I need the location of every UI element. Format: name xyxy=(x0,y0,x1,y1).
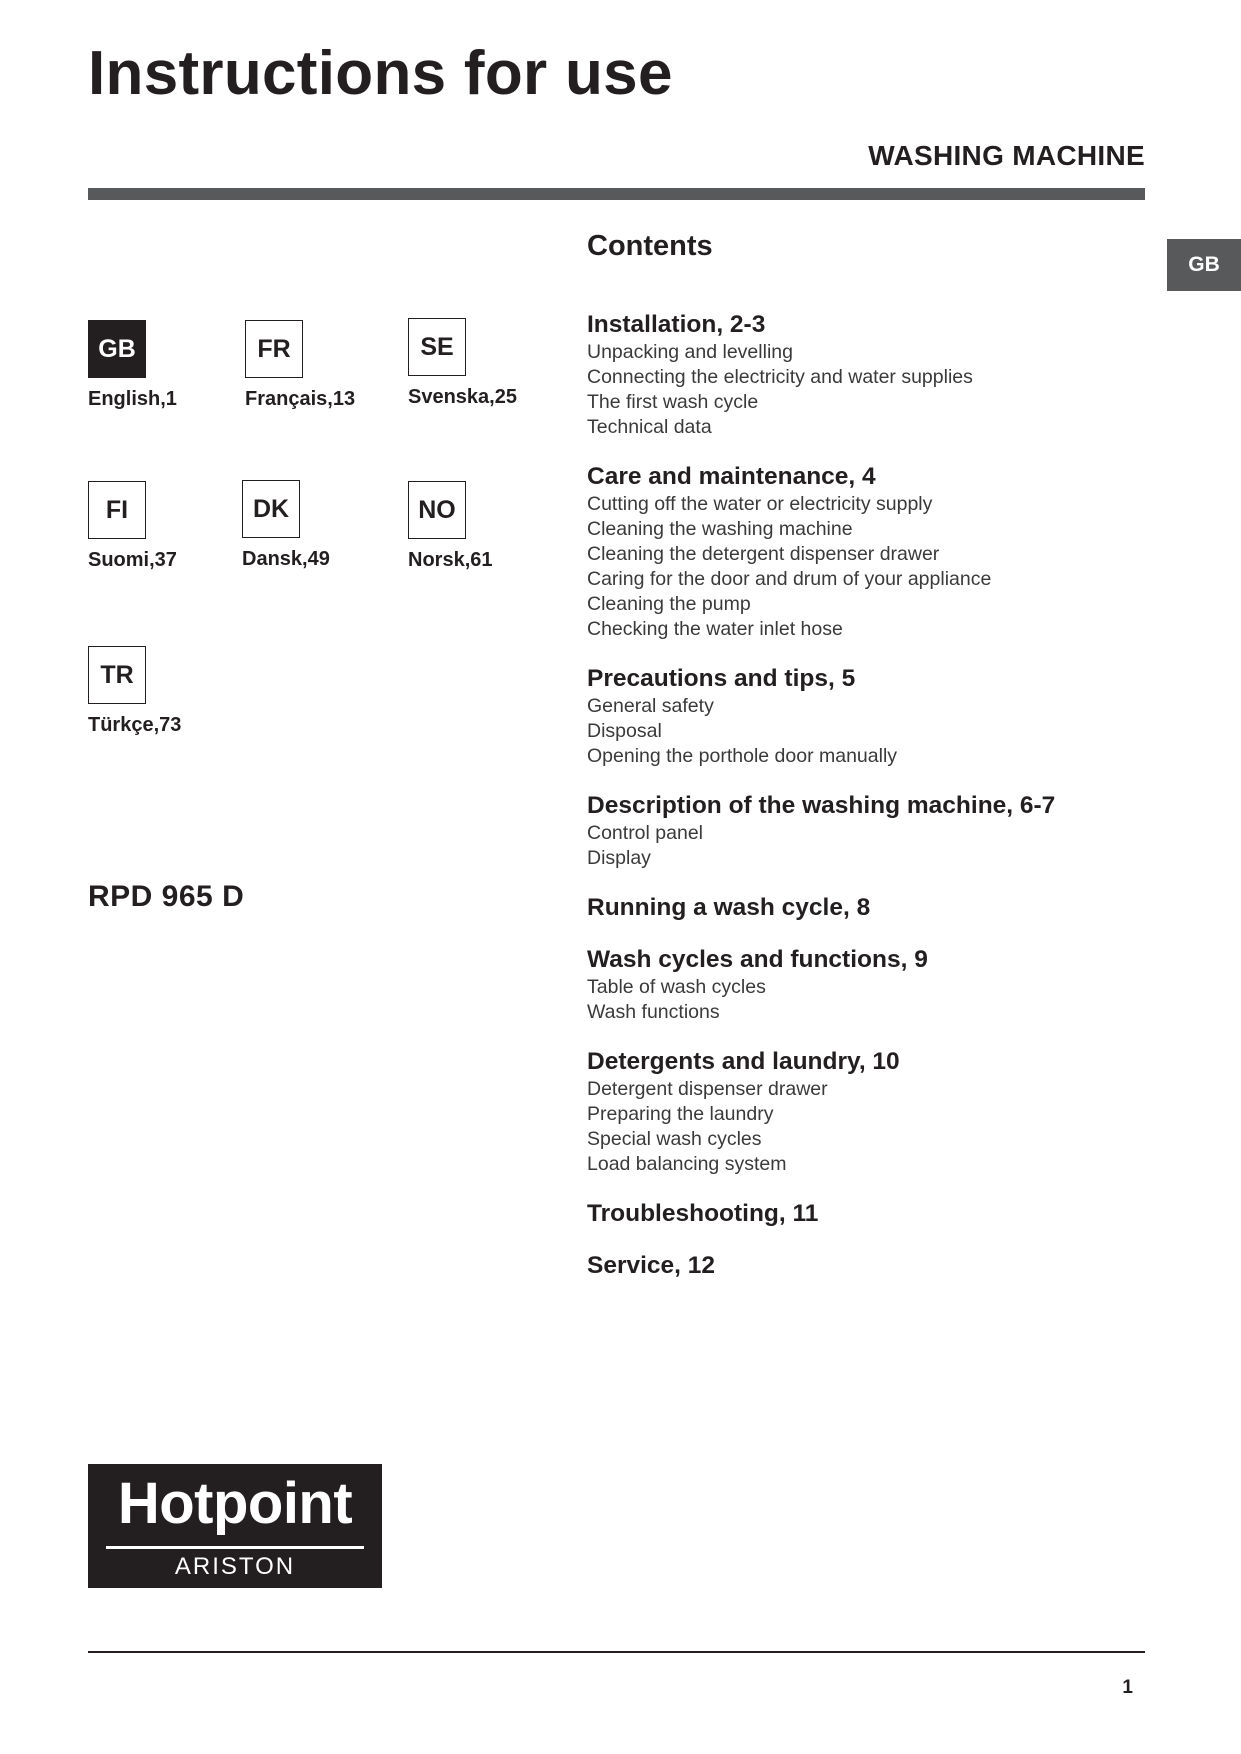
toc-section-title[interactable]: Care and maintenance, 4 xyxy=(587,463,876,490)
page-number: 1 xyxy=(1122,1677,1133,1698)
toc-item[interactable]: Wash functions xyxy=(587,1001,720,1023)
toc-item[interactable]: Connecting the electricity and water supplies xyxy=(587,366,973,388)
toc-item[interactable]: Control panel xyxy=(587,822,703,844)
language-label: Türkçe,73 xyxy=(88,714,182,736)
toc-item[interactable]: The first wash cycle xyxy=(587,391,759,413)
model-number: RPD 965 D xyxy=(88,880,245,913)
toc-item[interactable]: Display xyxy=(587,847,651,869)
language-entry-fr[interactable] xyxy=(245,320,405,411)
language-side-tab: GB xyxy=(1167,239,1241,291)
toc-item[interactable]: Special wash cycles xyxy=(587,1128,762,1150)
language-entry-fi[interactable] xyxy=(88,481,248,572)
toc-item[interactable]: Preparing the laundry xyxy=(587,1103,774,1125)
toc-section-care-and-maintenance xyxy=(587,462,1147,642)
toc-item[interactable]: Load balancing system xyxy=(587,1153,787,1175)
language-code-box: SE xyxy=(408,318,466,376)
language-code-box: GB xyxy=(88,320,146,378)
brand-logo-name: Hotpoint xyxy=(117,1471,353,1536)
toc-section-title[interactable]: Troubleshooting, 11 xyxy=(587,1200,819,1227)
language-entry-gb[interactable] xyxy=(88,320,248,411)
toc-section-troubleshooting xyxy=(587,1199,1147,1229)
language-label: Dansk,49 xyxy=(242,548,330,570)
footer-divider xyxy=(88,1651,1145,1653)
toc-section-precautions-and-tips xyxy=(587,664,1147,769)
document-title: Instructions for use xyxy=(88,39,673,108)
language-entry-se[interactable] xyxy=(408,318,568,409)
language-code-box: DK xyxy=(242,480,300,538)
toc-section-service xyxy=(587,1251,1147,1281)
toc-item[interactable]: Technical data xyxy=(587,416,712,438)
document-subtitle: WASHING MACHINE xyxy=(868,140,1145,171)
toc-item[interactable]: Unpacking and levelling xyxy=(587,341,793,363)
toc-item[interactable]: Disposal xyxy=(587,720,662,742)
toc-item[interactable]: Caring for the door and drum of your appliance xyxy=(587,568,992,590)
table-of-contents xyxy=(587,310,1147,1303)
toc-section-detergents-and-laundry xyxy=(587,1047,1147,1177)
language-label: Norsk,61 xyxy=(408,549,493,571)
language-entry-no[interactable] xyxy=(408,481,568,572)
language-label: Français,13 xyxy=(245,388,356,410)
brand-logo-subtitle: ARISTON xyxy=(174,1553,296,1580)
toc-section-title[interactable]: Service, 12 xyxy=(587,1252,716,1279)
toc-section-title[interactable]: Installation, 2-3 xyxy=(587,311,766,338)
contents-heading: Contents xyxy=(587,230,713,262)
language-entry-tr[interactable] xyxy=(88,646,248,737)
toc-section-title[interactable]: Wash cycles and functions, 9 xyxy=(587,946,928,973)
language-label: Suomi,37 xyxy=(88,549,177,571)
toc-item[interactable]: Checking the water inlet hose xyxy=(587,618,843,640)
language-code-box: FI xyxy=(88,481,146,539)
toc-item[interactable]: Cleaning the pump xyxy=(587,593,751,615)
brand-logo xyxy=(88,1464,382,1588)
toc-section-installation xyxy=(587,310,1147,440)
toc-item[interactable]: Opening the porthole door manually xyxy=(587,745,898,767)
toc-section-description xyxy=(587,791,1147,871)
toc-section-title[interactable]: Detergents and laundry, 10 xyxy=(587,1048,900,1075)
toc-item[interactable]: Detergent dispenser drawer xyxy=(587,1078,828,1100)
language-code-box: FR xyxy=(245,320,303,378)
toc-item[interactable]: Cutting off the water or electricity supply xyxy=(587,493,933,515)
toc-section-wash-cycles-and-functions xyxy=(587,945,1147,1025)
toc-item[interactable]: Cleaning the detergent dispenser drawer xyxy=(587,543,940,565)
toc-section-title[interactable]: Precautions and tips, 5 xyxy=(587,665,856,692)
toc-section-title[interactable]: Running a wash cycle, 8 xyxy=(587,894,871,921)
brand-logo-divider xyxy=(106,1546,364,1549)
language-entry-dk[interactable] xyxy=(242,480,402,571)
language-code-box: TR xyxy=(88,646,146,704)
language-label: Svenska,25 xyxy=(408,386,517,408)
toc-item[interactable]: Table of wash cycles xyxy=(587,976,766,998)
language-label: English,1 xyxy=(88,388,177,410)
header-divider xyxy=(88,188,1145,200)
language-code-box: NO xyxy=(408,481,466,539)
toc-section-running-a-wash-cycle xyxy=(587,893,1147,923)
toc-item[interactable]: Cleaning the washing machine xyxy=(587,518,853,540)
toc-section-title[interactable]: Description of the washing machine, 6-7 xyxy=(587,792,1056,819)
toc-item[interactable]: General safety xyxy=(587,695,714,717)
